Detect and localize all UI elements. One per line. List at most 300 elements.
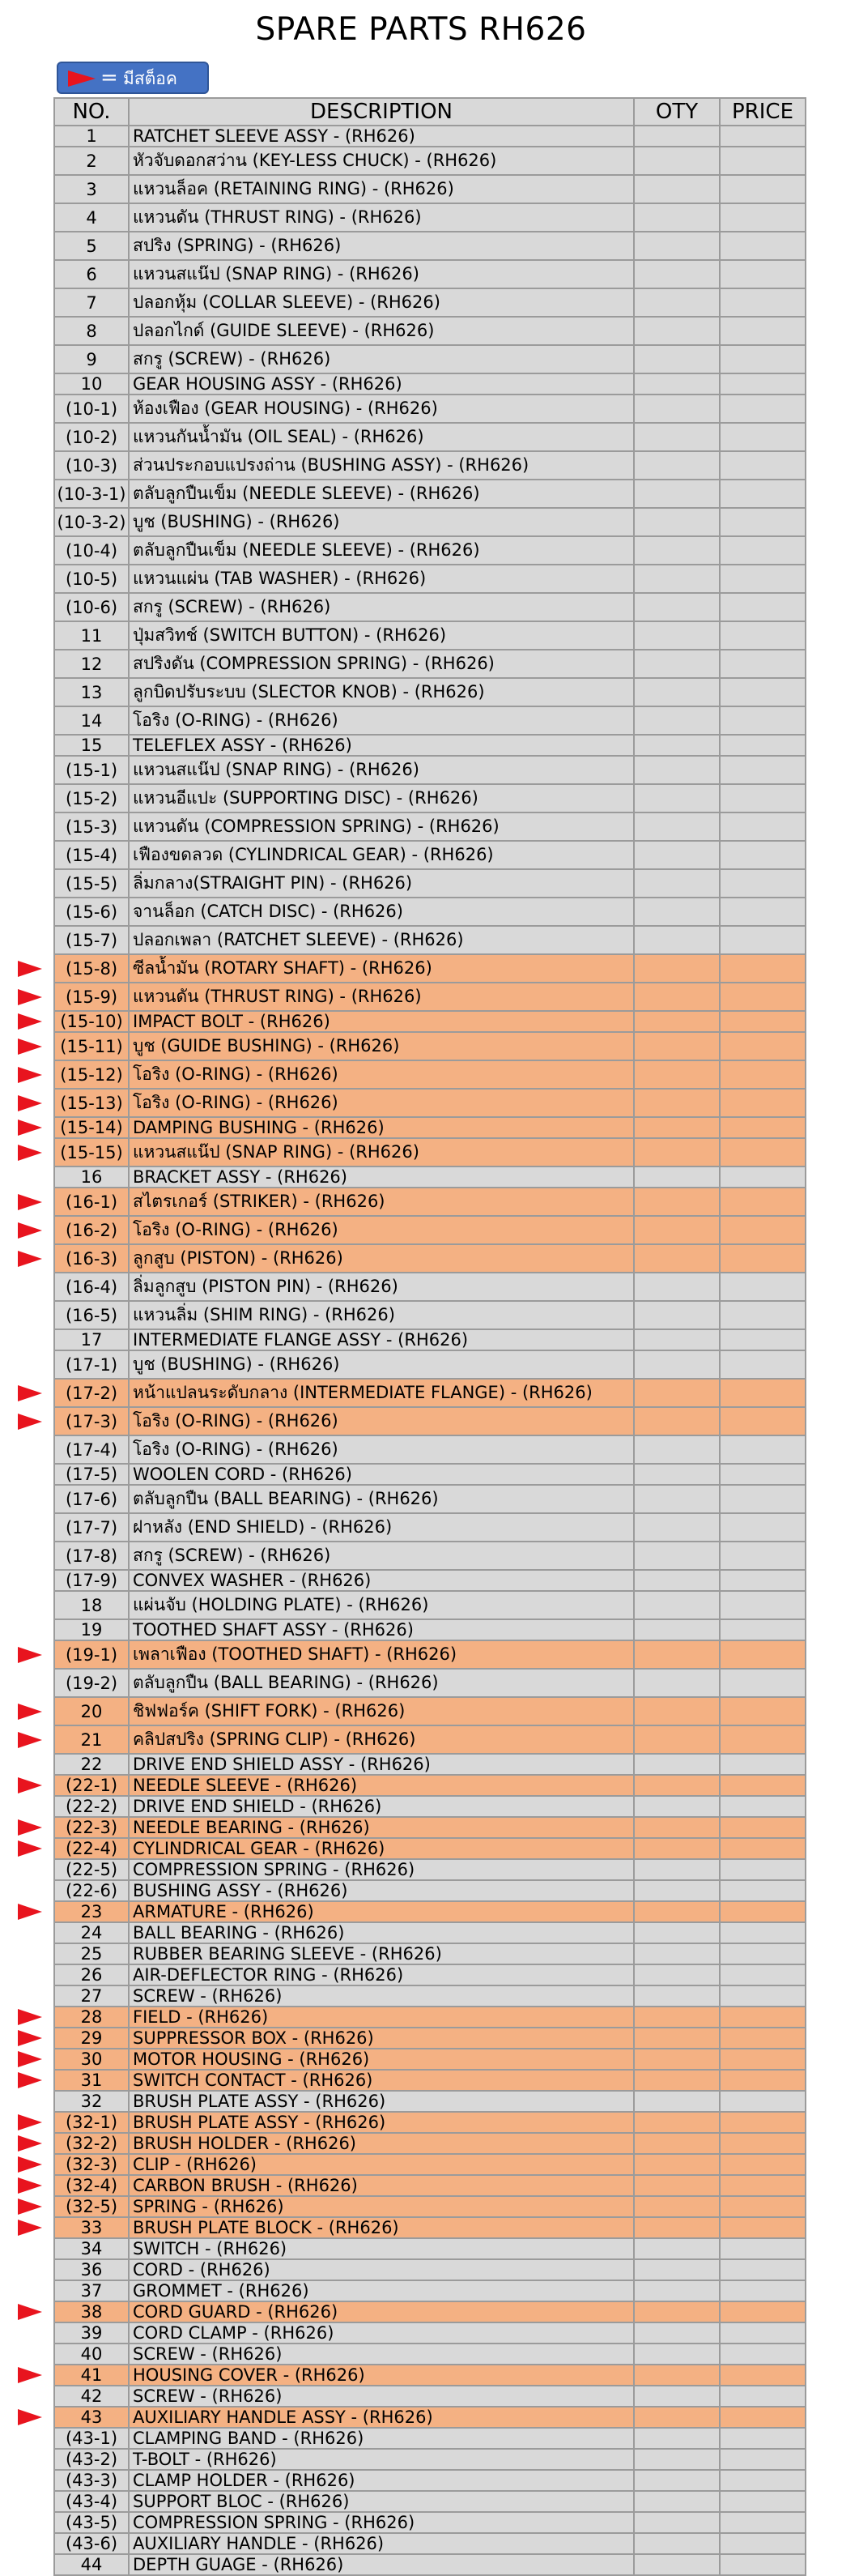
quantity-cell bbox=[634, 565, 720, 593]
part-description-cell: SUPPORT BLOC - (RH626) bbox=[129, 2491, 634, 2512]
price-cell bbox=[720, 395, 806, 423]
part-description-cell: แหวนล็อค (RETAINING RING) - (RH626) bbox=[129, 175, 634, 203]
part-number-cell: (10-2) bbox=[54, 423, 129, 451]
part-description-cell: สกรู (SCREW) - (RH626) bbox=[129, 1542, 634, 1570]
part-number-cell: (22-4) bbox=[54, 1838, 129, 1859]
red-triangle-flag-icon bbox=[18, 1120, 42, 1136]
price-cell bbox=[720, 1859, 806, 1880]
price-cell bbox=[720, 2238, 806, 2259]
quantity-cell bbox=[634, 735, 720, 756]
table-row bbox=[54, 2280, 806, 2301]
table-row bbox=[54, 536, 806, 565]
red-triangle-flag-icon bbox=[18, 2177, 42, 2194]
quantity-cell bbox=[634, 1350, 720, 1379]
red-triangle-flag-icon bbox=[18, 2114, 42, 2130]
part-number-cell: 43 bbox=[54, 2407, 129, 2428]
part-number-cell: 6 bbox=[54, 260, 129, 288]
table-row bbox=[54, 1407, 806, 1435]
part-description-cell: TOOTHED SHAFT ASSY - (RH626) bbox=[129, 1619, 634, 1640]
quantity-cell bbox=[634, 1725, 720, 1754]
part-number-cell: 21 bbox=[54, 1725, 129, 1754]
part-description-cell: BRUSH HOLDER - (RH626) bbox=[129, 2133, 634, 2154]
part-description-cell: โอริง (O-RING) - (RH626) bbox=[129, 1407, 634, 1435]
table-row bbox=[54, 2449, 806, 2470]
part-number-cell: 23 bbox=[54, 1901, 129, 1922]
red-triangle-flag-icon bbox=[18, 1704, 42, 1720]
part-description-cell: RATCHET SLEEVE ASSY - (RH626) bbox=[129, 126, 634, 147]
price-cell bbox=[720, 1922, 806, 1943]
part-description-cell: RUBBER BEARING SLEEVE - (RH626) bbox=[129, 1943, 634, 1964]
quantity-cell bbox=[634, 2322, 720, 2344]
header-description: DESCRIPTION bbox=[129, 98, 634, 126]
price-cell bbox=[720, 812, 806, 841]
table-row bbox=[54, 1838, 806, 1859]
part-number-cell: 17 bbox=[54, 1329, 129, 1350]
part-description-cell: โอริง (O-RING) - (RH626) bbox=[129, 1216, 634, 1244]
table-row bbox=[54, 2554, 806, 2575]
price-cell bbox=[720, 1485, 806, 1513]
red-triangle-flag-icon bbox=[18, 1013, 42, 1030]
table-row bbox=[54, 756, 806, 784]
table-row bbox=[54, 678, 806, 706]
table-row bbox=[54, 2196, 806, 2217]
part-description-cell: BRUSH PLATE ASSY - (RH626) bbox=[129, 2112, 634, 2133]
table-row bbox=[54, 2112, 806, 2133]
quantity-cell bbox=[634, 480, 720, 508]
price-cell bbox=[720, 423, 806, 451]
table-row bbox=[54, 2491, 806, 2512]
quantity-cell bbox=[634, 1329, 720, 1350]
table-row bbox=[54, 1901, 806, 1922]
price-cell bbox=[720, 2259, 806, 2280]
red-triangle-flag-icon bbox=[18, 1777, 42, 1793]
part-description-cell: ตลับลูกปืนเข็ม (NEEDLE SLEEVE) - (RH626) bbox=[129, 480, 634, 508]
table-row bbox=[54, 1435, 806, 1464]
part-description-cell: CLAMPING BAND - (RH626) bbox=[129, 2428, 634, 2449]
part-description-cell: SWITCH CONTACT - (RH626) bbox=[129, 2070, 634, 2091]
quantity-cell bbox=[634, 756, 720, 784]
part-number-cell: 10 bbox=[54, 373, 129, 395]
part-number-cell: (15-11) bbox=[54, 1032, 129, 1060]
quantity-cell bbox=[634, 1060, 720, 1089]
part-number-cell: 14 bbox=[54, 706, 129, 735]
table-row bbox=[54, 260, 806, 288]
quantity-cell bbox=[634, 2470, 720, 2491]
part-description-cell: แหวนอีแปะ (SUPPORTING DISC) - (RH626) bbox=[129, 784, 634, 812]
part-description-cell: โอริง (O-RING) - (RH626) bbox=[129, 1435, 634, 1464]
price-cell bbox=[720, 2049, 806, 2070]
quantity-cell bbox=[634, 1435, 720, 1464]
price-cell bbox=[720, 1838, 806, 1859]
table-row bbox=[54, 1754, 806, 1775]
quantity-cell bbox=[634, 1591, 720, 1619]
table-row bbox=[54, 1619, 806, 1640]
table-row bbox=[54, 2386, 806, 2407]
quantity-cell bbox=[634, 1669, 720, 1697]
table-row bbox=[54, 1060, 806, 1089]
part-number-cell: 37 bbox=[54, 2280, 129, 2301]
price-cell bbox=[720, 260, 806, 288]
part-number-cell: 12 bbox=[54, 650, 129, 678]
part-description-cell: ชิฟฟอร์ค (SHIFT FORK) - (RH626) bbox=[129, 1697, 634, 1725]
price-cell bbox=[720, 2386, 806, 2407]
price-cell bbox=[720, 345, 806, 373]
part-description-cell: หน้าแปลนระดับกลาง (INTERMEDIATE FLANGE) - (RH626) bbox=[129, 1379, 634, 1407]
red-triangle-flag-icon bbox=[18, 2304, 42, 2320]
price-cell bbox=[720, 784, 806, 812]
red-triangle-flag-icon bbox=[18, 2367, 42, 2383]
price-cell bbox=[720, 869, 806, 898]
price-cell bbox=[720, 1943, 806, 1964]
table-row bbox=[54, 2133, 806, 2154]
part-number-cell: 13 bbox=[54, 678, 129, 706]
part-description-cell: ARMATURE - (RH626) bbox=[129, 1901, 634, 1922]
part-number-cell: 41 bbox=[54, 2365, 129, 2386]
price-cell bbox=[720, 2175, 806, 2196]
price-cell bbox=[720, 1329, 806, 1350]
price-cell bbox=[720, 288, 806, 317]
price-cell bbox=[720, 735, 806, 756]
quantity-cell bbox=[634, 1301, 720, 1329]
part-description-cell: DAMPING BUSHING - (RH626) bbox=[129, 1117, 634, 1138]
price-cell bbox=[720, 2491, 806, 2512]
quantity-cell bbox=[634, 898, 720, 926]
price-cell bbox=[720, 2407, 806, 2428]
part-description-cell: GEAR HOUSING ASSY - (RH626) bbox=[129, 373, 634, 395]
price-cell bbox=[720, 1754, 806, 1775]
table-row bbox=[54, 2154, 806, 2175]
table-row bbox=[54, 1117, 806, 1138]
quantity-cell bbox=[634, 1138, 720, 1166]
table-row bbox=[54, 1591, 806, 1619]
table-row bbox=[54, 1859, 806, 1880]
price-cell bbox=[720, 1350, 806, 1379]
part-number-cell: 39 bbox=[54, 2322, 129, 2344]
quantity-cell bbox=[634, 593, 720, 621]
part-number-cell: 15 bbox=[54, 735, 129, 756]
table-row bbox=[54, 1542, 806, 1570]
quantity-cell bbox=[634, 1964, 720, 1985]
part-number-cell: (43-3) bbox=[54, 2470, 129, 2491]
red-triangle-flag-icon bbox=[18, 1194, 42, 1210]
quantity-cell bbox=[634, 345, 720, 373]
quantity-cell bbox=[634, 508, 720, 536]
table-row bbox=[54, 2217, 806, 2238]
quantity-cell bbox=[634, 2070, 720, 2091]
quantity-cell bbox=[634, 1880, 720, 1901]
part-description-cell: บูช (BUSHING) - (RH626) bbox=[129, 508, 634, 536]
quantity-cell bbox=[634, 1619, 720, 1640]
red-triangle-flag-icon bbox=[18, 2009, 42, 2025]
part-number-cell: 36 bbox=[54, 2259, 129, 2280]
part-number-cell: (15-7) bbox=[54, 926, 129, 954]
quantity-cell bbox=[634, 1542, 720, 1570]
part-description-cell: DRIVE END SHIELD ASSY - (RH626) bbox=[129, 1754, 634, 1775]
part-description-cell: BRUSH PLATE ASSY - (RH626) bbox=[129, 2091, 634, 2112]
quantity-cell bbox=[634, 1485, 720, 1513]
price-cell bbox=[720, 1880, 806, 1901]
part-number-cell: (15-8) bbox=[54, 954, 129, 983]
part-description-cell: BALL BEARING - (RH626) bbox=[129, 1922, 634, 1943]
part-number-cell: (32-3) bbox=[54, 2154, 129, 2175]
table-row bbox=[54, 898, 806, 926]
table-row bbox=[54, 1329, 806, 1350]
part-number-cell: (15-6) bbox=[54, 898, 129, 926]
part-number-cell: (10-1) bbox=[54, 395, 129, 423]
price-cell bbox=[720, 1244, 806, 1273]
part-description-cell: ซีลน้ำมัน (ROTARY SHAFT) - (RH626) bbox=[129, 954, 634, 983]
table-row bbox=[54, 841, 806, 869]
part-number-cell: 34 bbox=[54, 2238, 129, 2259]
red-triangle-flag-icon bbox=[18, 1904, 42, 1920]
part-number-cell: (15-4) bbox=[54, 841, 129, 869]
quantity-cell bbox=[634, 2238, 720, 2259]
part-number-cell: (15-10) bbox=[54, 1011, 129, 1032]
part-number-cell: (15-13) bbox=[54, 1089, 129, 1117]
quantity-cell bbox=[634, 395, 720, 423]
quantity-cell bbox=[634, 451, 720, 480]
part-number-cell: (32-4) bbox=[54, 2175, 129, 2196]
table-row bbox=[54, 2533, 806, 2554]
part-number-cell: 30 bbox=[54, 2049, 129, 2070]
part-number-cell: (10-5) bbox=[54, 565, 129, 593]
page-title: SPARE PARTS RH626 bbox=[255, 11, 587, 48]
price-cell bbox=[720, 2217, 806, 2238]
price-cell bbox=[720, 1032, 806, 1060]
price-cell bbox=[720, 2322, 806, 2344]
table-row bbox=[54, 1669, 806, 1697]
part-number-cell: (15-5) bbox=[54, 869, 129, 898]
table-row bbox=[54, 2344, 806, 2365]
legend-label: มีสต็อค bbox=[123, 69, 177, 88]
price-cell bbox=[720, 1542, 806, 1570]
price-cell bbox=[720, 1591, 806, 1619]
table-row bbox=[54, 232, 806, 260]
table-row bbox=[54, 2175, 806, 2196]
part-description-cell: แผ่นจับ (HOLDING PLATE) - (RH626) bbox=[129, 1591, 634, 1619]
quantity-cell bbox=[634, 869, 720, 898]
price-cell bbox=[720, 756, 806, 784]
part-number-cell: (22-6) bbox=[54, 1880, 129, 1901]
price-cell bbox=[720, 1060, 806, 1089]
price-cell bbox=[720, 508, 806, 536]
price-cell bbox=[720, 926, 806, 954]
part-number-cell: (32-5) bbox=[54, 2196, 129, 2217]
part-number-cell: (17-3) bbox=[54, 1407, 129, 1435]
quantity-cell bbox=[634, 2154, 720, 2175]
price-cell bbox=[720, 1188, 806, 1216]
quantity-cell bbox=[634, 1570, 720, 1591]
part-description-cell: SCREW - (RH626) bbox=[129, 2386, 634, 2407]
red-triangle-flag-icon bbox=[18, 1732, 42, 1748]
table-row bbox=[54, 1188, 806, 1216]
table-row bbox=[54, 1880, 806, 1901]
price-cell bbox=[720, 1985, 806, 2007]
quantity-cell bbox=[634, 926, 720, 954]
quantity-cell bbox=[634, 423, 720, 451]
quantity-cell bbox=[634, 1754, 720, 1775]
part-description-cell: เฟืองขดลวด (CYLINDRICAL GEAR) - (RH626) bbox=[129, 841, 634, 869]
price-cell bbox=[720, 1796, 806, 1817]
price-cell bbox=[720, 1669, 806, 1697]
part-description-cell: ปลอกไกด์ (GUIDE SLEEVE) - (RH626) bbox=[129, 317, 634, 345]
table-row bbox=[54, 1796, 806, 1817]
part-number-cell: (17-5) bbox=[54, 1464, 129, 1485]
red-triangle-flag-icon bbox=[18, 961, 42, 977]
part-number-cell: (17-1) bbox=[54, 1350, 129, 1379]
quantity-cell bbox=[634, 2028, 720, 2049]
part-number-cell: (10-3) bbox=[54, 451, 129, 480]
table-row bbox=[54, 593, 806, 621]
table-row bbox=[54, 2238, 806, 2259]
table-row bbox=[54, 423, 806, 451]
quantity-cell bbox=[634, 1775, 720, 1796]
legend-equals: = bbox=[100, 66, 118, 90]
part-description-cell: ลูกบิดปรับระบบ (SLECTOR KNOB) - (RH626) bbox=[129, 678, 634, 706]
quantity-cell bbox=[634, 2533, 720, 2554]
part-description-cell: โอริง (O-RING) - (RH626) bbox=[129, 1089, 634, 1117]
part-number-cell: 8 bbox=[54, 317, 129, 345]
part-description-cell: แหวนสแน๊ป (SNAP RING) - (RH626) bbox=[129, 260, 634, 288]
part-number-cell: (15-3) bbox=[54, 812, 129, 841]
quantity-cell bbox=[634, 2280, 720, 2301]
part-number-cell: (17-2) bbox=[54, 1379, 129, 1407]
red-triangle-flag-icon bbox=[18, 1647, 42, 1663]
part-number-cell: 42 bbox=[54, 2386, 129, 2407]
table-row bbox=[54, 1725, 806, 1754]
price-cell bbox=[720, 1435, 806, 1464]
quantity-cell bbox=[634, 2407, 720, 2428]
price-cell bbox=[720, 841, 806, 869]
quantity-cell bbox=[634, 2428, 720, 2449]
table-row bbox=[54, 1964, 806, 1985]
part-description-cell: CLAMP HOLDER - (RH626) bbox=[129, 2470, 634, 2491]
part-description-cell: สปริง (SPRING) - (RH626) bbox=[129, 232, 634, 260]
table-row bbox=[54, 1640, 806, 1669]
part-description-cell: บูช (BUSHING) - (RH626) bbox=[129, 1350, 634, 1379]
price-cell bbox=[720, 2449, 806, 2470]
part-number-cell: (10-4) bbox=[54, 536, 129, 565]
quantity-cell bbox=[634, 2175, 720, 2196]
price-cell bbox=[720, 1464, 806, 1485]
part-number-cell: 26 bbox=[54, 1964, 129, 1985]
part-description-cell: GROMMET - (RH626) bbox=[129, 2280, 634, 2301]
part-number-cell: (32-2) bbox=[54, 2133, 129, 2154]
table-row bbox=[54, 451, 806, 480]
price-cell bbox=[720, 1117, 806, 1138]
quantity-cell bbox=[634, 203, 720, 232]
table-row bbox=[54, 1244, 806, 1273]
part-number-cell: 44 bbox=[54, 2554, 129, 2575]
table-row bbox=[54, 1011, 806, 1032]
part-description-cell: MOTOR HOUSING - (RH626) bbox=[129, 2049, 634, 2070]
part-number-cell: 5 bbox=[54, 232, 129, 260]
price-cell bbox=[720, 1619, 806, 1640]
price-cell bbox=[720, 1725, 806, 1754]
quantity-cell bbox=[634, 2112, 720, 2133]
price-cell bbox=[720, 2280, 806, 2301]
quantity-cell bbox=[634, 1117, 720, 1138]
part-description-cell: แหวนดัน (THRUST RING) - (RH626) bbox=[129, 983, 634, 1011]
quantity-cell bbox=[634, 954, 720, 983]
part-number-cell: (10-6) bbox=[54, 593, 129, 621]
price-cell bbox=[720, 2554, 806, 2575]
price-cell bbox=[720, 1138, 806, 1166]
part-number-cell: 24 bbox=[54, 1922, 129, 1943]
quantity-cell bbox=[634, 1089, 720, 1117]
table-row bbox=[54, 706, 806, 735]
table-header-row bbox=[54, 98, 806, 126]
price-cell bbox=[720, 1011, 806, 1032]
red-triangle-flag-icon bbox=[18, 2072, 42, 2088]
table-row bbox=[54, 869, 806, 898]
table-row bbox=[54, 2091, 806, 2112]
quantity-cell bbox=[634, 1166, 720, 1188]
part-description-cell: คลิปสปริง (SPRING CLIP) - (RH626) bbox=[129, 1725, 634, 1754]
stock-legend bbox=[57, 62, 209, 94]
quantity-cell bbox=[634, 841, 720, 869]
red-triangle-flag-icon bbox=[18, 1819, 42, 1836]
table-row bbox=[54, 203, 806, 232]
part-number-cell: (15-2) bbox=[54, 784, 129, 812]
quantity-cell bbox=[634, 1901, 720, 1922]
quantity-cell bbox=[634, 2007, 720, 2028]
price-cell bbox=[720, 1379, 806, 1407]
table-row bbox=[54, 1379, 806, 1407]
part-number-cell: 28 bbox=[54, 2007, 129, 2028]
part-description-cell: BRACKET ASSY - (RH626) bbox=[129, 1166, 634, 1188]
part-number-cell: 19 bbox=[54, 1619, 129, 1640]
table-row bbox=[54, 2322, 806, 2344]
table-row bbox=[54, 2407, 806, 2428]
price-cell bbox=[720, 706, 806, 735]
part-description-cell: แหวนแผ่น (TAB WASHER) - (RH626) bbox=[129, 565, 634, 593]
red-triangle-flag-icon bbox=[18, 2051, 42, 2067]
quantity-cell bbox=[634, 1922, 720, 1943]
table-row bbox=[54, 2428, 806, 2449]
price-cell bbox=[720, 373, 806, 395]
price-cell bbox=[720, 593, 806, 621]
part-description-cell: ลิ่มกลาง(STRAIGHT PIN) - (RH626) bbox=[129, 869, 634, 898]
part-number-cell: 32 bbox=[54, 2091, 129, 2112]
red-triangle-flag-icon bbox=[18, 2156, 42, 2173]
table-row bbox=[54, 1464, 806, 1485]
part-number-cell: (19-2) bbox=[54, 1669, 129, 1697]
table-row bbox=[54, 565, 806, 593]
price-cell bbox=[720, 2196, 806, 2217]
part-number-cell: (17-6) bbox=[54, 1485, 129, 1513]
table-row bbox=[54, 2007, 806, 2028]
part-description-cell: ปลอกเพลา (RATCHET SLEEVE) - (RH626) bbox=[129, 926, 634, 954]
part-number-cell: (16-2) bbox=[54, 1216, 129, 1244]
price-cell bbox=[720, 1697, 806, 1725]
table-row bbox=[54, 1943, 806, 1964]
table-row bbox=[54, 1273, 806, 1301]
red-triangle-flag-icon bbox=[18, 1385, 42, 1401]
part-description-cell: CORD GUARD - (RH626) bbox=[129, 2301, 634, 2322]
part-number-cell: (10-3-1) bbox=[54, 480, 129, 508]
part-description-cell: โอริง (O-RING) - (RH626) bbox=[129, 1060, 634, 1089]
part-number-cell: 2 bbox=[54, 147, 129, 175]
part-number-cell: 25 bbox=[54, 1943, 129, 1964]
table-row bbox=[54, 983, 806, 1011]
part-number-cell: (16-5) bbox=[54, 1301, 129, 1329]
part-description-cell: FIELD - (RH626) bbox=[129, 2007, 634, 2028]
part-description-cell: แหวนดัน (THRUST RING) - (RH626) bbox=[129, 203, 634, 232]
table-row bbox=[54, 650, 806, 678]
part-description-cell: ตลับลูกปืนเข็ม (NEEDLE SLEEVE) - (RH626) bbox=[129, 536, 634, 565]
quantity-cell bbox=[634, 621, 720, 650]
